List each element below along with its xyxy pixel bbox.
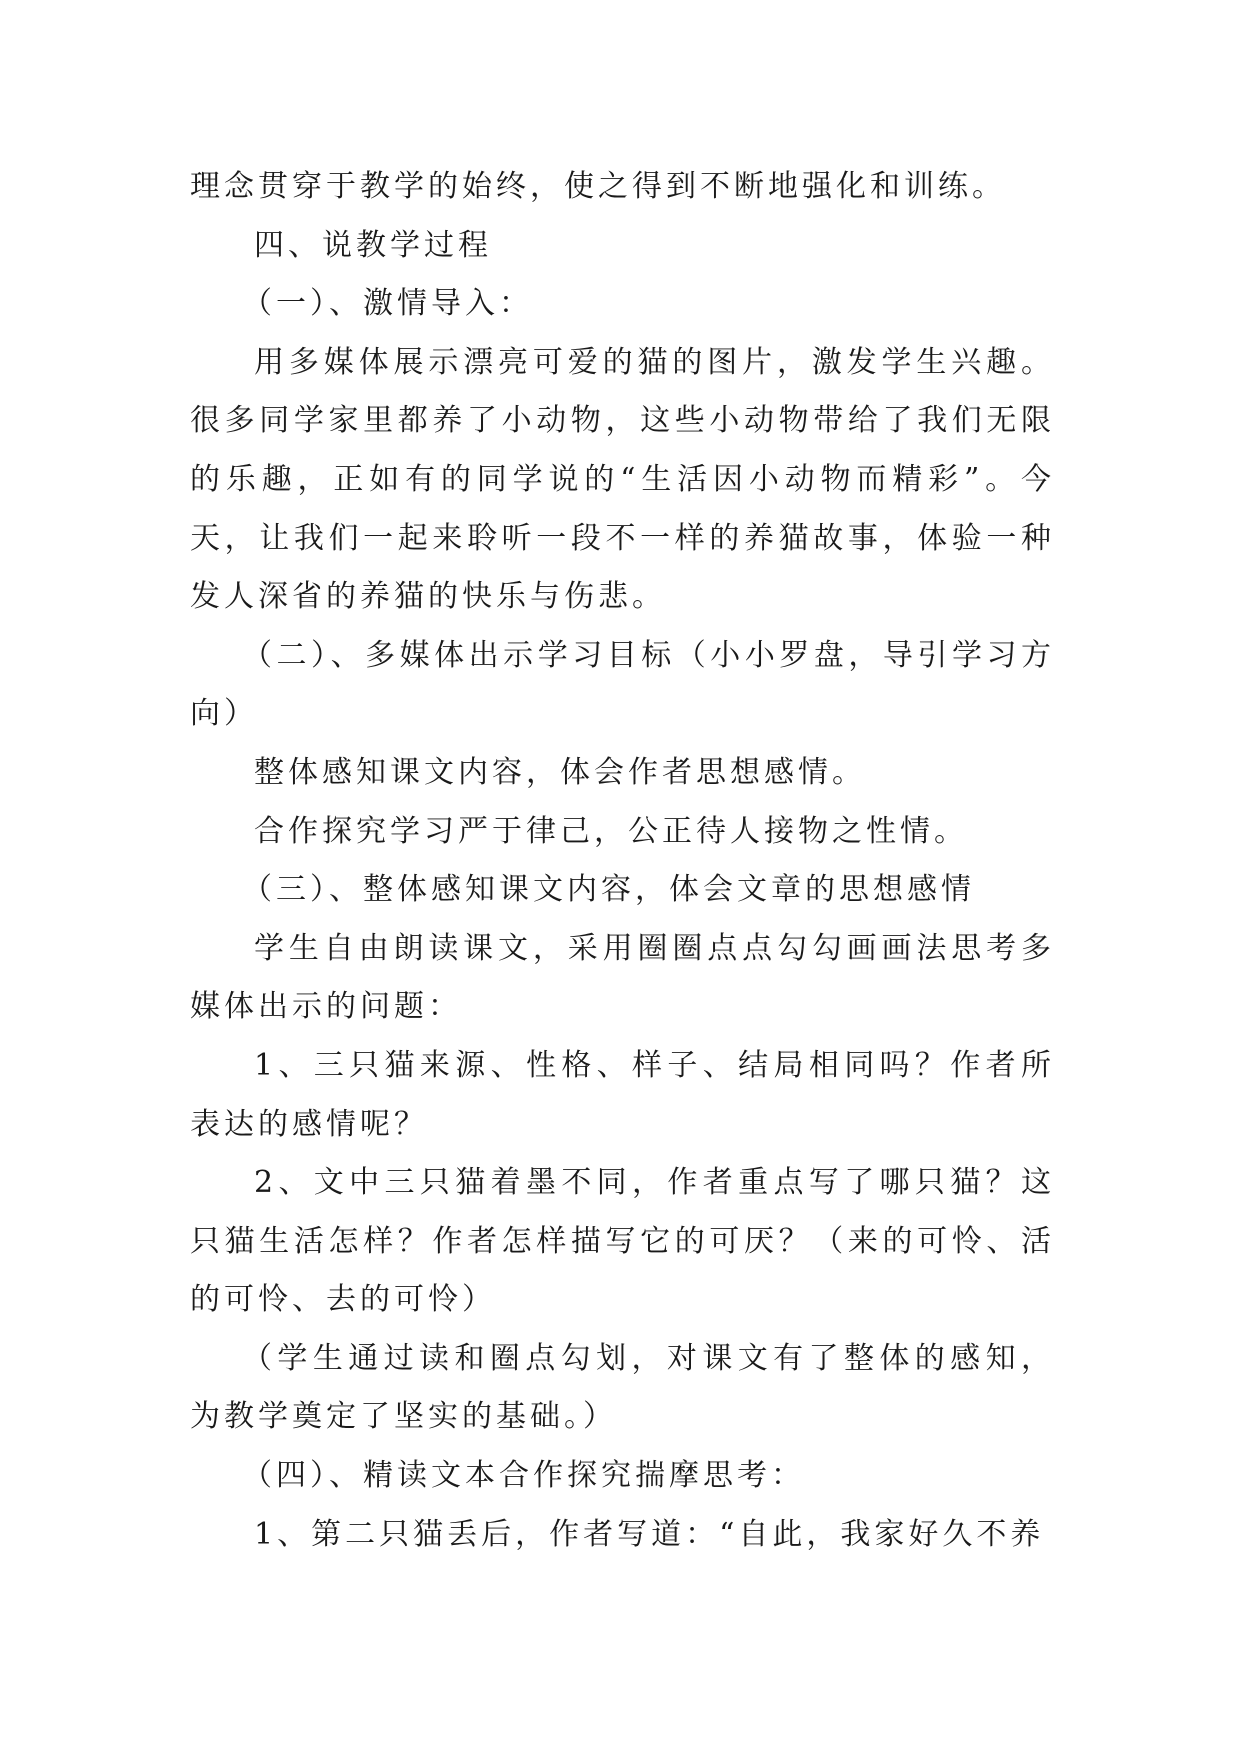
paragraph-note: （学生通过读和圈点勾划，对课文有了整体的感知，为教学奠定了坚实的基础。） (190, 1340, 1055, 1435)
paragraph-intro: 用多媒体展示漂亮可爱的猫的图片，激发学生兴趣。很多同学家里都养了小动物，这些小动物带给了我们无限的乐趣，正如有的同学说的“生活因小动物而精彩”。今天，让我们一起来聆听一段不一样的养猫故事，体验一种发人深省的养猫的快乐与伤悲。 (190, 344, 1055, 615)
section-heading-teaching-process: 四、说教学过程 (254, 227, 492, 263)
subheading-learning-goals: （二）、多媒体出示学习目标（小小罗盘，导引学习方向） (190, 637, 1055, 732)
paragraph-goal-1: 整体感知课文内容，体会作者思想感情。 (254, 754, 866, 790)
paragraph-question-1: 1、三只猫来源、性格、样子、结局相同吗？作者所表达的感情呢？ (190, 1047, 1055, 1142)
subheading-close-reading: （四）、精读文本合作探究揣摩思考： (242, 1458, 805, 1494)
paragraph-question-2: 2、文中三只猫着墨不同，作者重点写了哪只猫？这只猫生活怎样？作者怎样描写它的可厌？（来的可怜、活的可怜、去的可怜） (190, 1165, 1055, 1318)
document-body (190, 158, 1055, 1564)
subheading-overall-perception: （三）、整体感知课文内容，体会文章的思想感情 (242, 872, 975, 908)
paragraph-continuation: 理念贯穿于教学的始终，使之得到不断地强化和训练。 (190, 169, 1006, 204)
subheading-intro: （一）、激情导入： (242, 286, 533, 322)
paragraph-goal-2: 合作探究学习严于律己，公正待人接物之性情。 (254, 813, 968, 849)
paragraph-close-reading-1: 1、第二只猫丢后，作者写道：“自此，我家好久不养 (254, 1516, 1045, 1552)
paragraph-reading-method: 学生自由朗读课文，采用圈圈点点勾勾画画法思考多媒体出示的问题： (190, 930, 1055, 1025)
